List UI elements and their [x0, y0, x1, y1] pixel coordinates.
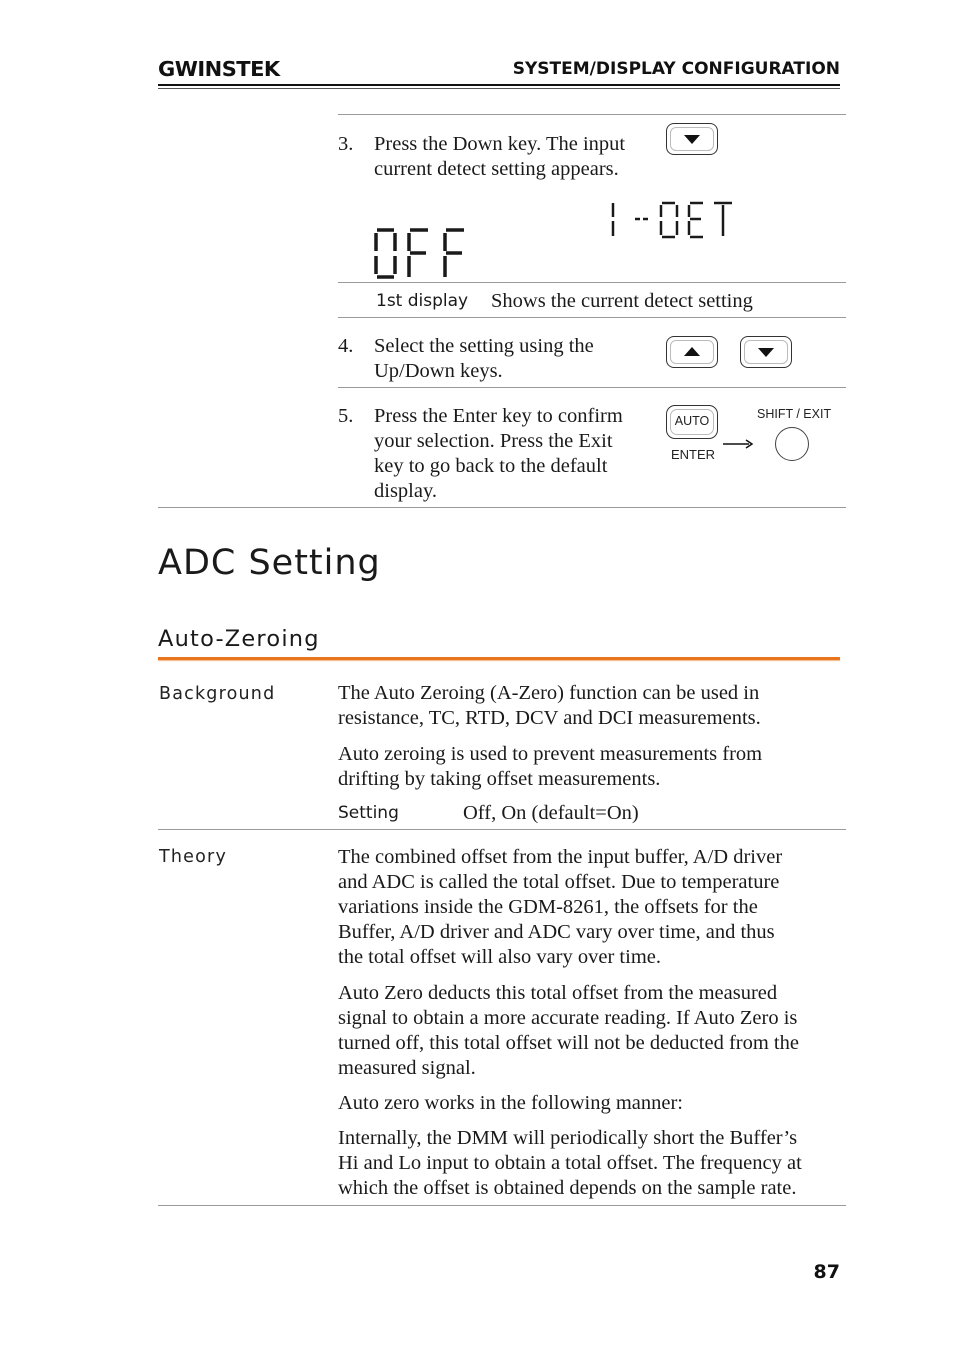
- display-row-top-rule: [338, 282, 846, 283]
- step-5-line-3: key to go back to the default: [374, 455, 608, 477]
- step-5-line-1: Press the Enter key to confirm: [374, 405, 623, 427]
- step-4-line-2: Up/Down keys.: [374, 360, 503, 382]
- step-4-top-rule: [338, 317, 846, 318]
- background-para-1-line-1: The Auto Zeroing (A-Zero) function can be used in: [338, 682, 760, 704]
- shift-exit-label: SHIFT / EXIT: [757, 407, 832, 421]
- step-4-line-1: Select the setting using the: [374, 335, 594, 357]
- setting-label: Setting: [338, 803, 399, 823]
- step-5-line-2: your selection. Press the Exit: [374, 430, 613, 452]
- step-5-number: 5.: [338, 405, 354, 427]
- step-4-number: 4.: [338, 335, 354, 357]
- brand-logo: GWINSTEK: [158, 57, 280, 81]
- up-arrow-icon: [684, 347, 700, 356]
- setting-value: Off, On (default=On): [463, 802, 639, 824]
- background-para-2-line-1: Auto zeroing is used to prevent measurements from: [338, 743, 763, 765]
- up-key-button[interactable]: [666, 336, 718, 368]
- background-para-2: [338, 742, 848, 792]
- background-para-1-line-2: resistance, TC, RTD, DCV and DCI measurements.: [338, 707, 761, 729]
- theory-para-2-line-2: signal to obtain a more accurate reading. If Auto Zero is: [338, 1007, 798, 1029]
- theory-para-1-line-3: variations inside the GDM-8261, the offsets for the: [338, 896, 758, 918]
- theory-para-3-line-1: Auto zero works in the following manner:: [338, 1092, 684, 1114]
- step-3-line-1: Press the Down key. The input: [374, 133, 626, 155]
- down-arrow-icon: [684, 135, 700, 144]
- background-bottom-rule: [158, 829, 846, 830]
- seven-segment-second-display: [604, 200, 734, 240]
- theory-para-1-line-2: and ADC is called the total offset. Due to temperature: [338, 871, 780, 893]
- arrow-right-icon: [722, 437, 754, 451]
- step-table-top-rule: [338, 114, 846, 115]
- theory-para-1-line-5: the total offset will also vary over time.: [338, 946, 661, 968]
- theory-para-1: [338, 845, 848, 970]
- auto-key-label: AUTO: [674, 414, 710, 428]
- auto-enter-key-button[interactable]: [666, 405, 718, 439]
- theory-para-2-line-4: measured signal.: [338, 1057, 476, 1079]
- theory-para-4-line-1: Internally, the DMM will periodically short the Buffer’s: [338, 1127, 798, 1149]
- theory-bottom-rule: [158, 1205, 846, 1206]
- down-arrow-icon: [758, 348, 774, 357]
- background-label: Background: [159, 684, 276, 704]
- theory-para-4-line-3: which the offset is obtained depends on the sample rate.: [338, 1177, 797, 1199]
- theory-para-1-line-4: Buffer, A/D driver and ADC vary over time, and thus: [338, 921, 775, 943]
- section-title: ADC Setting: [158, 543, 381, 583]
- theory-para-2-line-3: turned off, this total offset will not be deducted from the: [338, 1032, 799, 1054]
- seven-segment-first-display: [370, 225, 470, 281]
- subsection-rule: [158, 657, 840, 660]
- header-rule: [158, 84, 840, 86]
- header-section-title: SYSTEM/DISPLAY CONFIGURATION: [512, 59, 840, 79]
- theory-para-2: [338, 981, 848, 1081]
- step-5-line-4: display.: [374, 480, 438, 502]
- header-rule-thin: [158, 88, 840, 89]
- theory-label: Theory: [159, 847, 228, 867]
- background-para-2-line-2: drifting by taking offset measurements.: [338, 768, 661, 790]
- step-5-text: [374, 404, 659, 504]
- step-table-bottom-rule: [158, 507, 846, 508]
- subsection-title: Auto-Zeroing: [158, 626, 320, 652]
- down-key-button-2[interactable]: [740, 336, 792, 368]
- background-para-1: [338, 681, 848, 731]
- theory-para-3: [338, 1091, 848, 1116]
- shift-exit-key-button[interactable]: [775, 427, 809, 461]
- theory-para-2-line-1: Auto Zero deducts this total offset from the measured: [338, 982, 778, 1004]
- theory-para-1-line-1: The combined offset from the input buffer, A/D driver: [338, 846, 783, 868]
- down-key-button[interactable]: [666, 123, 718, 155]
- theory-para-4: [338, 1126, 848, 1201]
- step-3-line-2: current detect setting appears.: [374, 158, 619, 180]
- page-number: 87: [813, 1261, 840, 1283]
- step-3-number: 3.: [338, 133, 354, 155]
- enter-key-label: ENTER: [671, 447, 716, 462]
- step-3-text: [374, 132, 659, 182]
- display-row-text: Shows the current detect setting: [491, 290, 753, 312]
- step-5-top-rule: [338, 387, 846, 388]
- step-4-text: [374, 334, 659, 384]
- theory-para-4-line-2: Hi and Lo input to obtain a total offset. The frequency at: [338, 1152, 802, 1174]
- display-row-label: 1st display: [376, 291, 469, 311]
